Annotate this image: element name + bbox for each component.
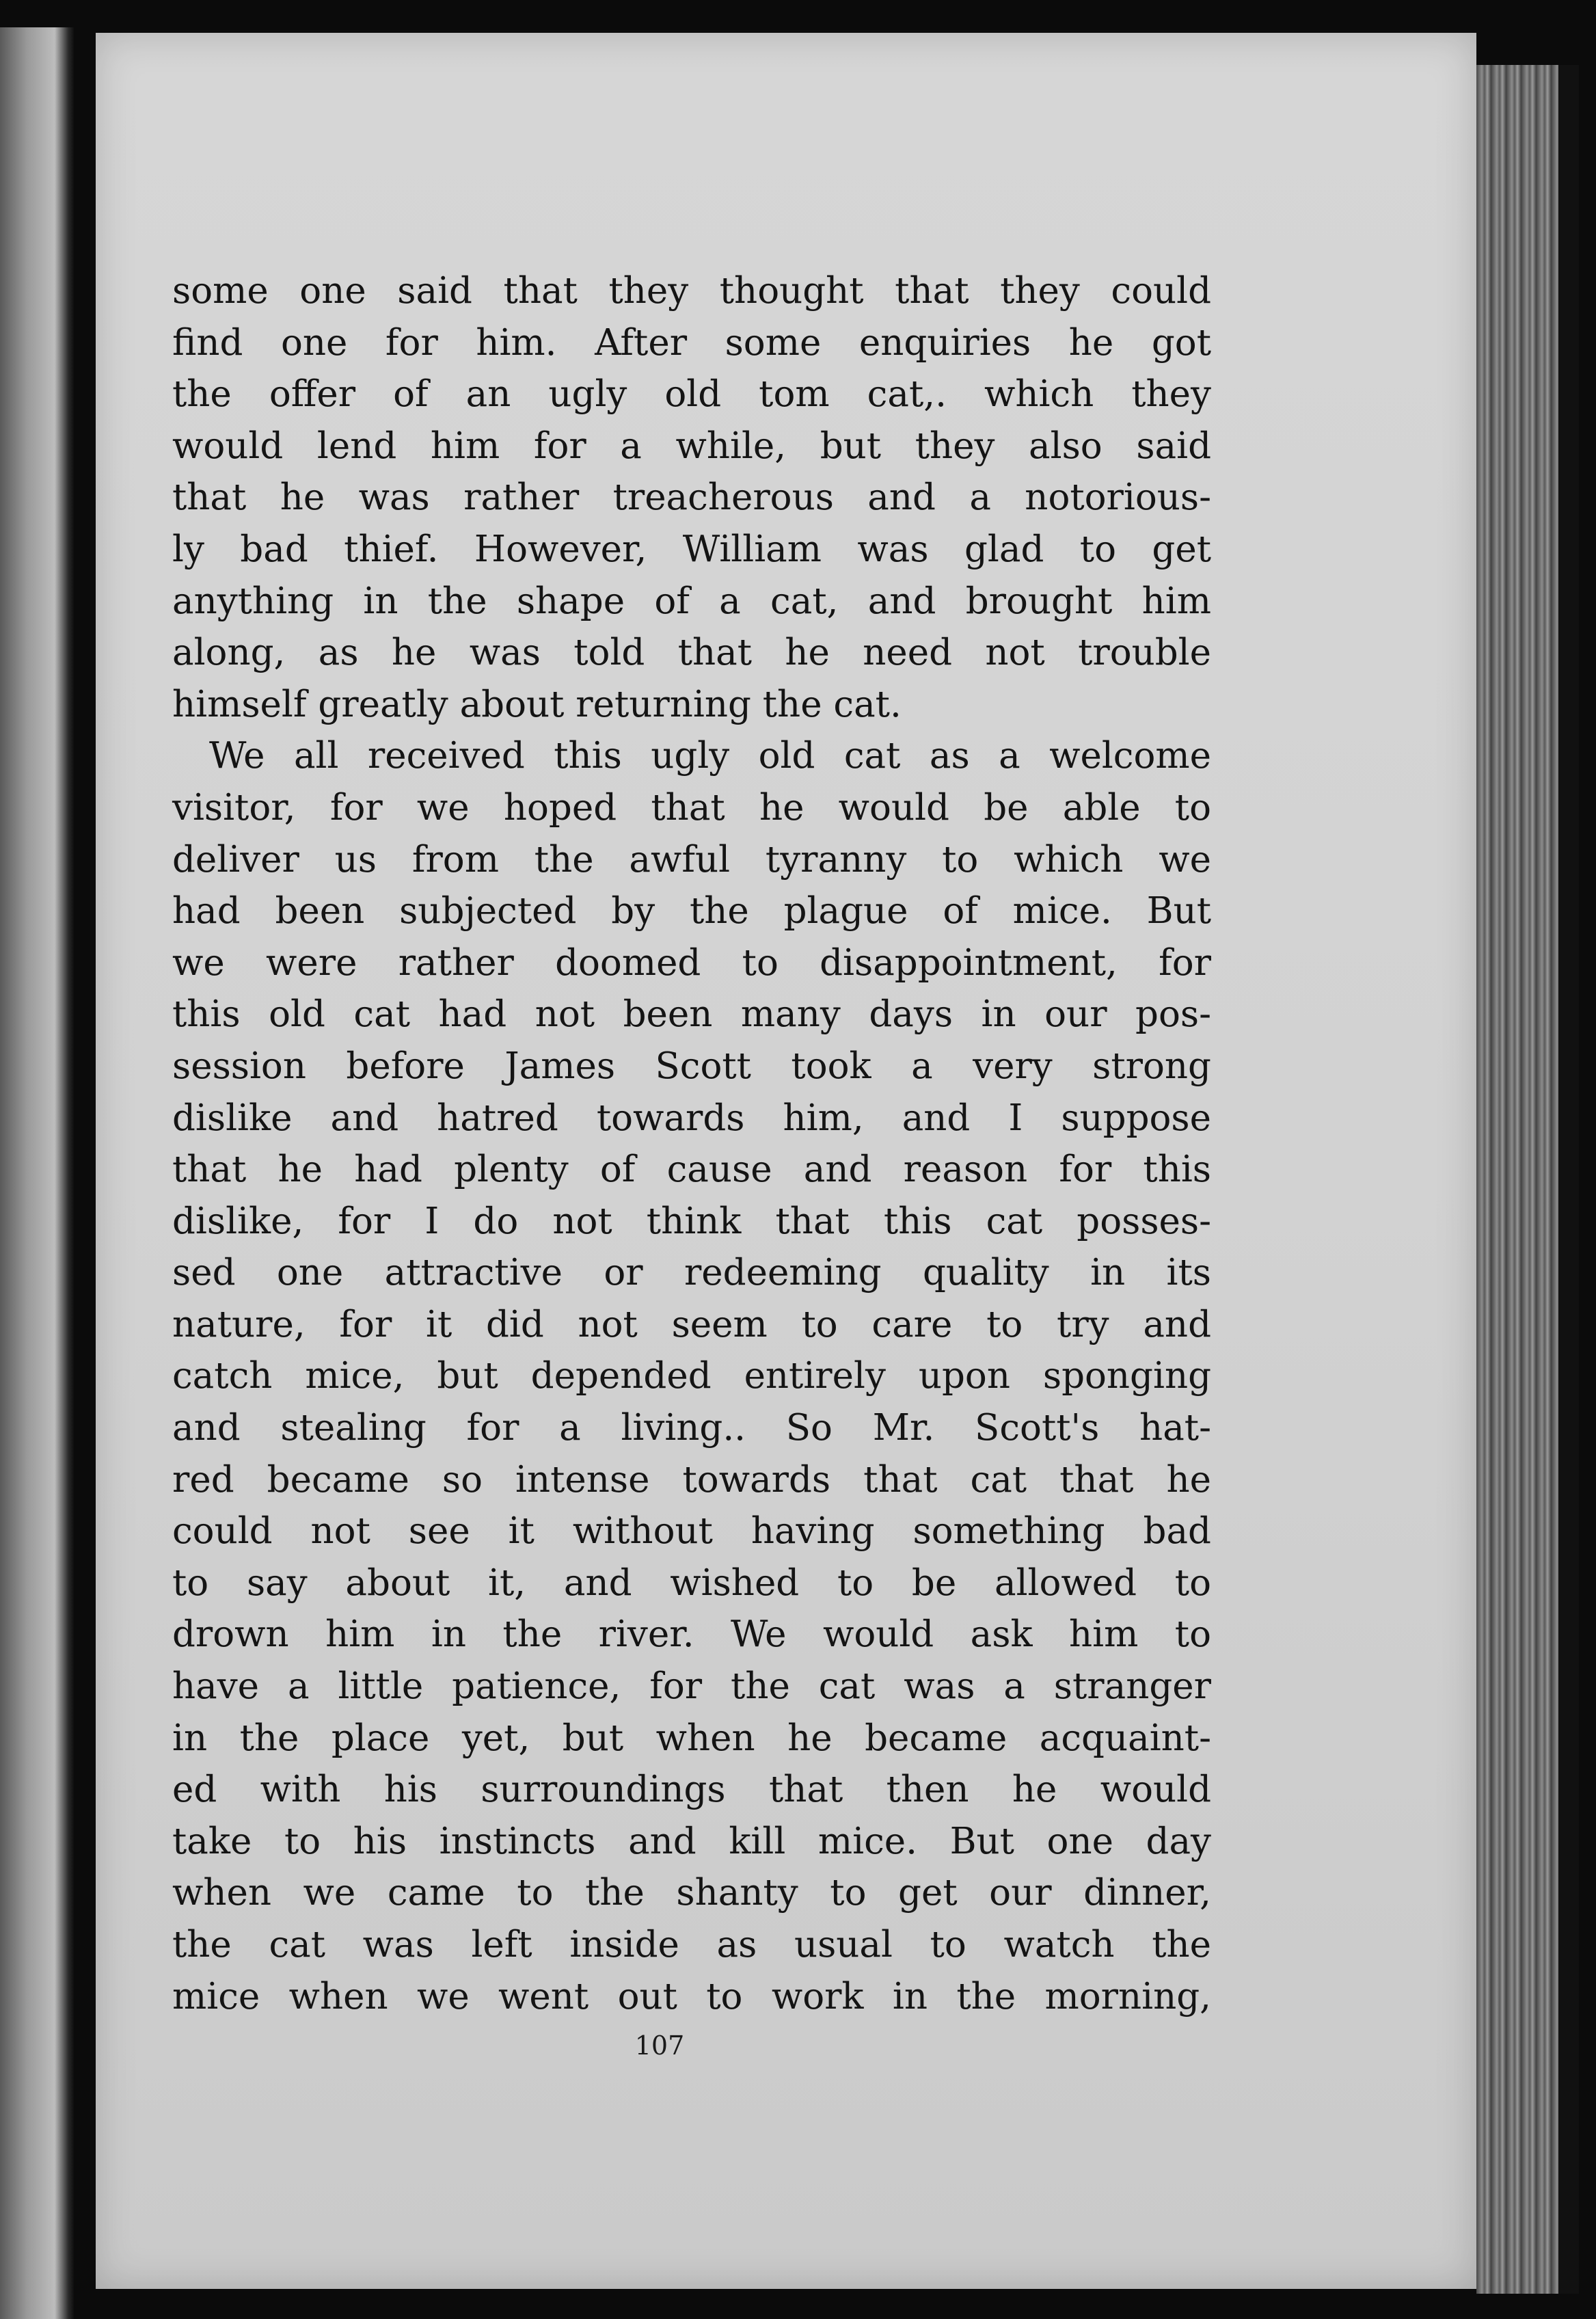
text-line: to say about it, and wished to be allowed to	[172, 1561, 1211, 1604]
text-line: along, as he was told that he need not trouble	[172, 632, 1211, 674]
text-line: ed with his surroundings that then he would	[172, 1769, 1211, 1811]
text-line: ly bad thief. However, William was glad to get	[172, 528, 1211, 570]
text-line: when we came to the shanty to get our dinner,	[172, 1872, 1211, 1914]
page-stack-edges	[1476, 65, 1579, 2294]
text-line: himself greatly about returning the cat.	[172, 683, 902, 725]
text-line: that he had plenty of cause and reason for this	[172, 1149, 1211, 1191]
text-line: session before James Scott took a very strong	[172, 1045, 1211, 1087]
page-number: 107	[634, 2030, 685, 2061]
text-line: and stealing for a living.. So Mr. Scott's hat-	[172, 1407, 1211, 1449]
text-line: nature, for it did not seem to care to try and	[172, 1303, 1211, 1345]
text-line: dislike, for I do not think that this cat posses-	[172, 1200, 1211, 1242]
text-line: had been subjected by the plague of mice. But	[172, 890, 1211, 933]
text-line: dislike and hatred towards him, and I suppose	[172, 1097, 1211, 1139]
body-text	[172, 265, 1211, 2022]
text-line: find one for him. After some enquiries he got	[172, 321, 1211, 364]
text-line: some one said that they thought that they could	[172, 270, 1211, 312]
text-line: the offer of an ugly old tom cat,. which they	[172, 373, 1211, 416]
text-line: in the place yet, but when he became acquaint-	[172, 1717, 1211, 1759]
text-line: take to his instincts and kill mice. But one day	[172, 1820, 1211, 1862]
text-line: would lend him for a while, but they also said	[172, 425, 1211, 467]
text-line: anything in the shape of a cat, and brought him	[172, 580, 1211, 622]
text-line: visitor, for we hoped that he would be able to	[172, 786, 1211, 829]
text-line: this old cat had not been many days in our pos-	[172, 993, 1211, 1036]
text-line: sed one attractive or redeeming quality in its	[172, 1252, 1211, 1294]
text-line: could not see it without having something bad	[172, 1510, 1211, 1553]
text-line: have a little patience, for the cat was a stranger	[172, 1665, 1211, 1708]
text-line: we were rather doomed to disappointment, for	[172, 941, 1211, 984]
text-line: deliver us from the awful tyranny to which we	[172, 838, 1211, 881]
text-line: mice when we went out to work in the morning,	[172, 1975, 1211, 2018]
text-line: drown him in the river. We would ask him to	[172, 1613, 1211, 1656]
text-line: We all received this ugly old cat as a welcome	[209, 735, 1211, 777]
text-line: that he was rather treacherous and a notorious-	[172, 477, 1211, 519]
text-line: catch mice, but depended entirely upon sponging	[172, 1355, 1211, 1397]
left-binding-edge	[0, 27, 74, 2319]
text-line: the cat was left inside as usual to watch the	[172, 1924, 1211, 1966]
text-line: red became so intense towards that cat that he	[172, 1458, 1211, 1501]
